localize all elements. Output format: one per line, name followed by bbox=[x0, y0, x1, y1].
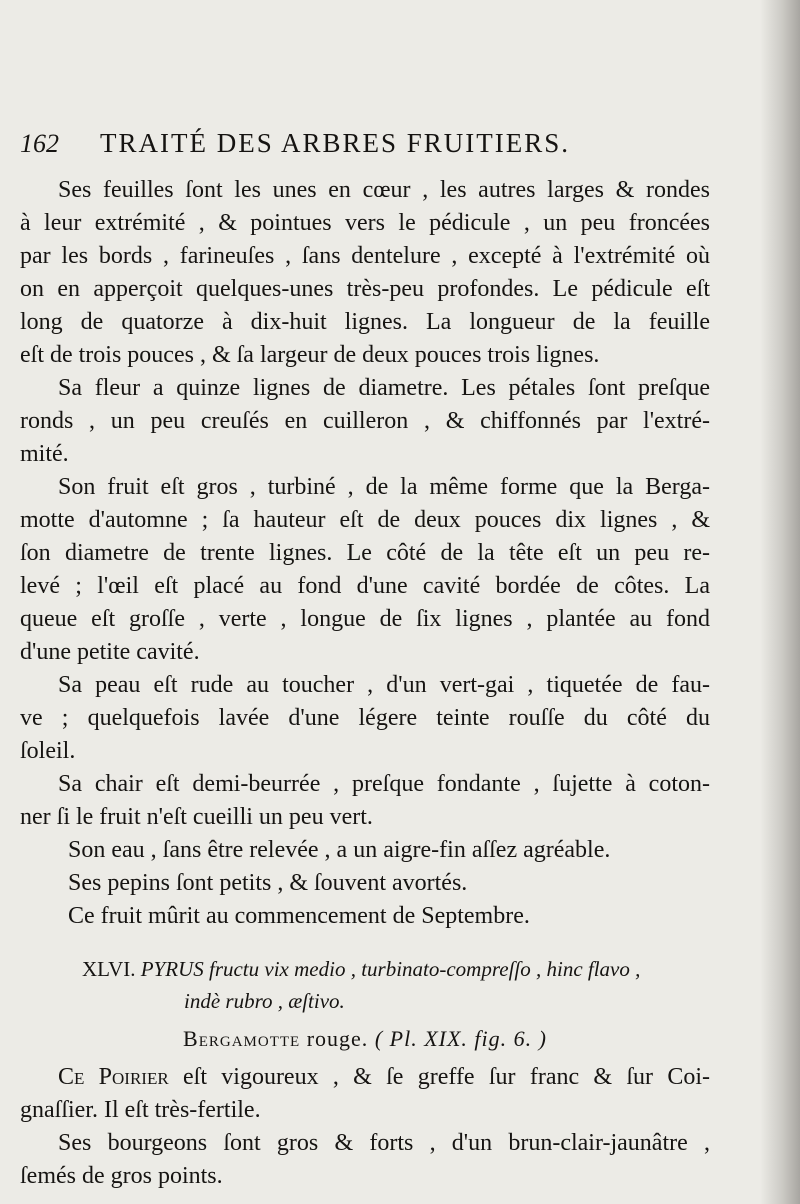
page-number: 162 bbox=[20, 129, 59, 158]
text-line: Ses bourgeons ſont gros & forts , d'un brun-clair-jaunâtre , bbox=[58, 1130, 710, 1156]
text-line: mité. bbox=[20, 441, 69, 467]
variety-common-name bbox=[20, 1017, 710, 1061]
variety-description-cont: indè rubro , æſtivo. bbox=[184, 989, 345, 1013]
text-line: ronds , un peu creuſés en cuilleron , & chiffonnés par l'extré- bbox=[20, 408, 710, 434]
variety-number: XLVI. bbox=[82, 957, 136, 981]
text-line: ſon diametre de trente lignes. Le côté de la tête eſt un peu re- bbox=[20, 540, 710, 566]
paragraph-leaves bbox=[20, 174, 710, 372]
text-line: eſt de trois pouces , & ſa largeur de deux pouces trois lignes. bbox=[20, 342, 600, 368]
text-line: ve ; quelquefois lavée d'une légere teinte rouſſe du côté du bbox=[20, 705, 710, 731]
book-page bbox=[20, 128, 710, 1193]
variety-genus: PYRUS bbox=[140, 957, 204, 981]
text-line: gnaſſier. Il eſt très-fertile. bbox=[20, 1097, 261, 1123]
text-line bbox=[20, 1061, 710, 1094]
variety-name-rest: rouge. bbox=[306, 1026, 369, 1051]
variety-line-1 bbox=[82, 953, 710, 985]
paragraph-ripening bbox=[20, 900, 710, 933]
text-run: eſt vigoureux , & ſe greffe ſur franc & ſur Coi- bbox=[168, 1064, 710, 1090]
text-line: Sa chair eſt demi-beurrée , preſque fondante , ſujette à coton- bbox=[58, 771, 710, 797]
text-line: motte d'automne ; ſa hauteur eſt de deux pouces dix lignes , & bbox=[20, 507, 710, 533]
text-line: Son fruit eſt gros , turbiné , de la même forme que la Berga- bbox=[58, 474, 710, 500]
text-line: à leur extrémité , & pointues vers le pédicule , un peu froncées bbox=[20, 210, 710, 236]
text-line: Son eau , ſans être relevée , a un aigre-fin aſſez agréable. bbox=[68, 837, 611, 863]
text-line: on en apperçoit quelques-unes très-peu profondes. Le pédicule eſt bbox=[20, 276, 710, 302]
text-line: long de quatorze à dix-huit lignes. La longueur de la feuille bbox=[20, 309, 710, 335]
text-line: Sa fleur a quinze lignes de diametre. Les pétales ſont preſque bbox=[58, 375, 710, 401]
variety-heading bbox=[20, 953, 710, 1017]
paragraph-seeds bbox=[20, 867, 710, 900]
text-line: Ses feuilles ſont les unes en cœur , les autres larges & rondes bbox=[58, 177, 710, 203]
paragraph-shoots bbox=[20, 1127, 710, 1193]
text-line: ſemés de gros points. bbox=[20, 1163, 223, 1189]
variety-line-2 bbox=[82, 985, 710, 1017]
lead-words: Ce Poirier bbox=[58, 1064, 169, 1090]
page-header bbox=[20, 128, 710, 174]
paragraph-flesh bbox=[20, 768, 710, 834]
running-title: TRAITÉ DES ARBRES FRUITIERS. bbox=[100, 128, 571, 158]
variety-name: Bergamotte bbox=[183, 1026, 301, 1051]
text-line: ſoleil. bbox=[20, 738, 76, 764]
text-line: Sa peau eſt rude au toucher , d'un vert-gai , tiquetée de fau- bbox=[58, 672, 710, 698]
paragraph-juice bbox=[20, 834, 710, 867]
paragraph-flower bbox=[20, 372, 710, 471]
plate-reference: ( Pl. XIX. fig. 6. ) bbox=[374, 1026, 547, 1051]
paragraph-tree bbox=[20, 1061, 710, 1127]
text-line: d'une petite cavité. bbox=[20, 639, 200, 665]
text-line: Ce fruit mûrit au commencement de Septembre. bbox=[68, 903, 530, 929]
paragraph-fruit bbox=[20, 471, 710, 669]
page-edge-shadow bbox=[760, 0, 800, 1204]
text-line: levé ; l'œil eſt placé au fond d'une cavité bordée de côtes. La bbox=[20, 573, 710, 599]
text-line: queue eſt groſſe , verte , longue de ſix lignes , plantée au fond bbox=[20, 606, 710, 632]
variety-description: fructu vix medio , turbinato-compreſſo , hinc flavo , bbox=[208, 957, 641, 981]
text-line: par les bords , farineuſes , ſans dentelure , excepté à l'extrémité où bbox=[20, 243, 710, 269]
paragraph-skin bbox=[20, 669, 710, 768]
text-line: ner ſi le fruit n'eſt cueilli un peu vert. bbox=[20, 804, 373, 830]
text-line: Ses pepins ſont petits , & ſouvent avortés. bbox=[68, 870, 468, 896]
section-gap bbox=[20, 933, 710, 953]
